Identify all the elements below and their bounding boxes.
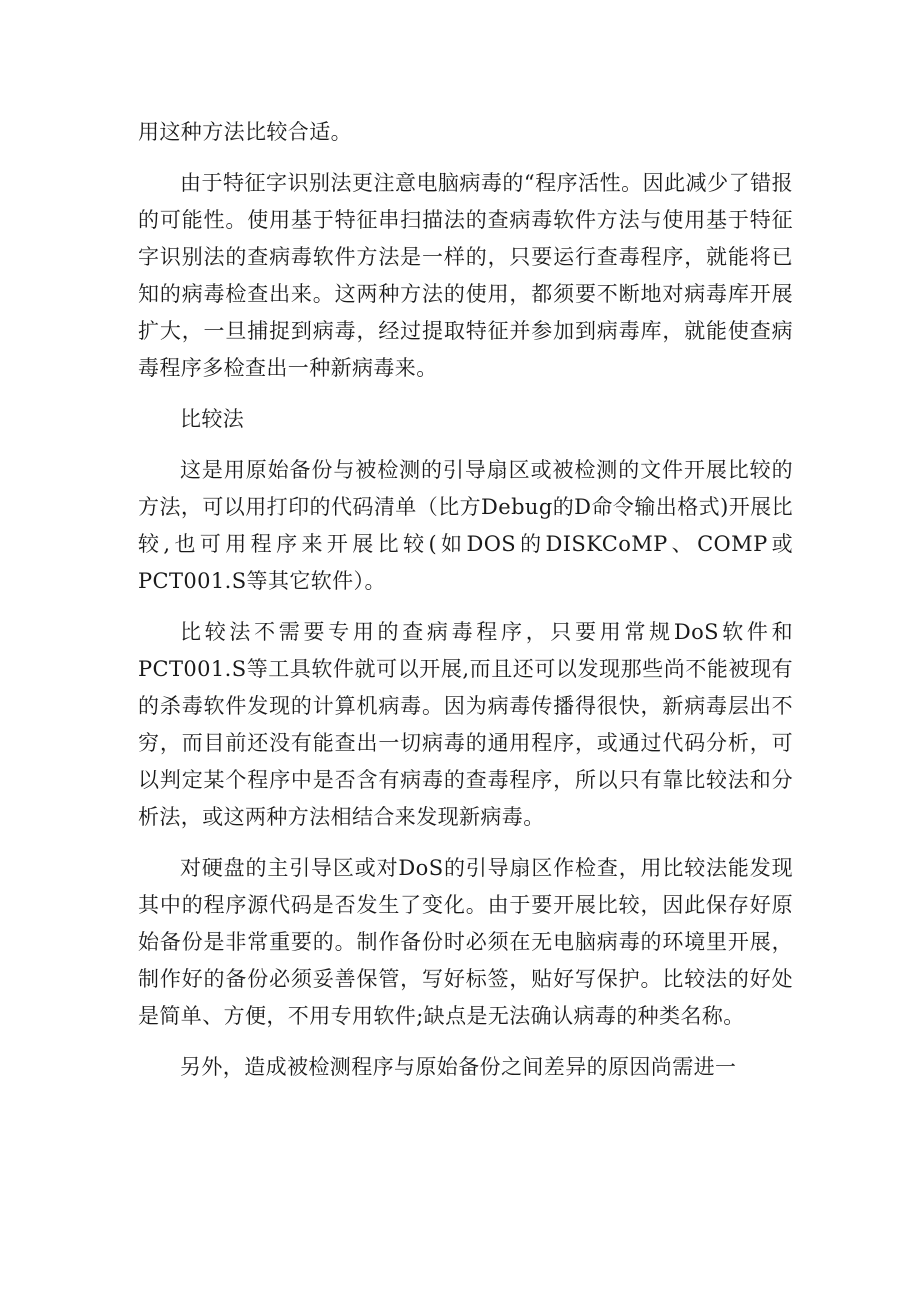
paragraph-comparison-definition: 这是用原始备份与被检测的引导扇区或被检测的文件开展比较的方法，可以用打印的代码清单（比方Debug的D命令输出格式)开展比较,也可用程序来开展比较(如DOS的DISKCoMP、COMP或PCT001.S等其它软件）。 (138, 458, 793, 593)
paragraph-difference-causes: 另外，造成被检测程序与原始备份之间差异的原因尚需进一 (180, 1055, 737, 1079)
paragraph-boot-sector-check: 对硬盘的主引导区或对DoS的引导扇区作检查，用比较法能发现其中的程序源代码是否发生了变化。由于要开展比较，因此保存好原始备份是非常重要的。制作备份时必须在无电脑病毒的环境里开展，制作好的备份必须妥善保管，写好标签，贴好写保护。比较法的好处是简单、方便，不用专用软件;缺点是无法确认病毒的种类名称。 (138, 856, 793, 1028)
paragraph-comparison-advantages: 比较法不需要专用的查病毒程序，只要用常规DoS软件和PCT001.S等工具软件就可以开展,而且还可以发现那些尚不能被现有的杀毒软件发现的计算机病毒。因为病毒传播得很快，新病毒层出不穷，而目前还没有能查出一切病毒的通用程序，或通过代码分析，可以判定某个程序中是否含有病毒的查毒程序，所以只有靠比较法和分析法，或这两种方法相结合来发现新病毒。 (138, 620, 793, 829)
paragraph-feature-word-method: 由于特征字识别法更注意电脑病毒的“程序活性。因此减少了错报的可能性。使用基于特征串扫描法的查病毒软件方法与使用基于特征字识别法的查病毒软件方法是一样的，只要运行查毒程序，就能将已知的病毒检查出来。这两种方法的使用，都须要不断地对病毒库开展扩大，一旦捕捉到病毒，经过提取特征并参加到病毒库，就能使查病毒程序多检查出一种新病毒来。 (138, 171, 793, 380)
document-body (138, 114, 793, 1100)
section-heading-comparison-method: 比较法 (180, 407, 245, 431)
paragraph-continuation: 用这种方法比较合适。 (138, 120, 352, 144)
